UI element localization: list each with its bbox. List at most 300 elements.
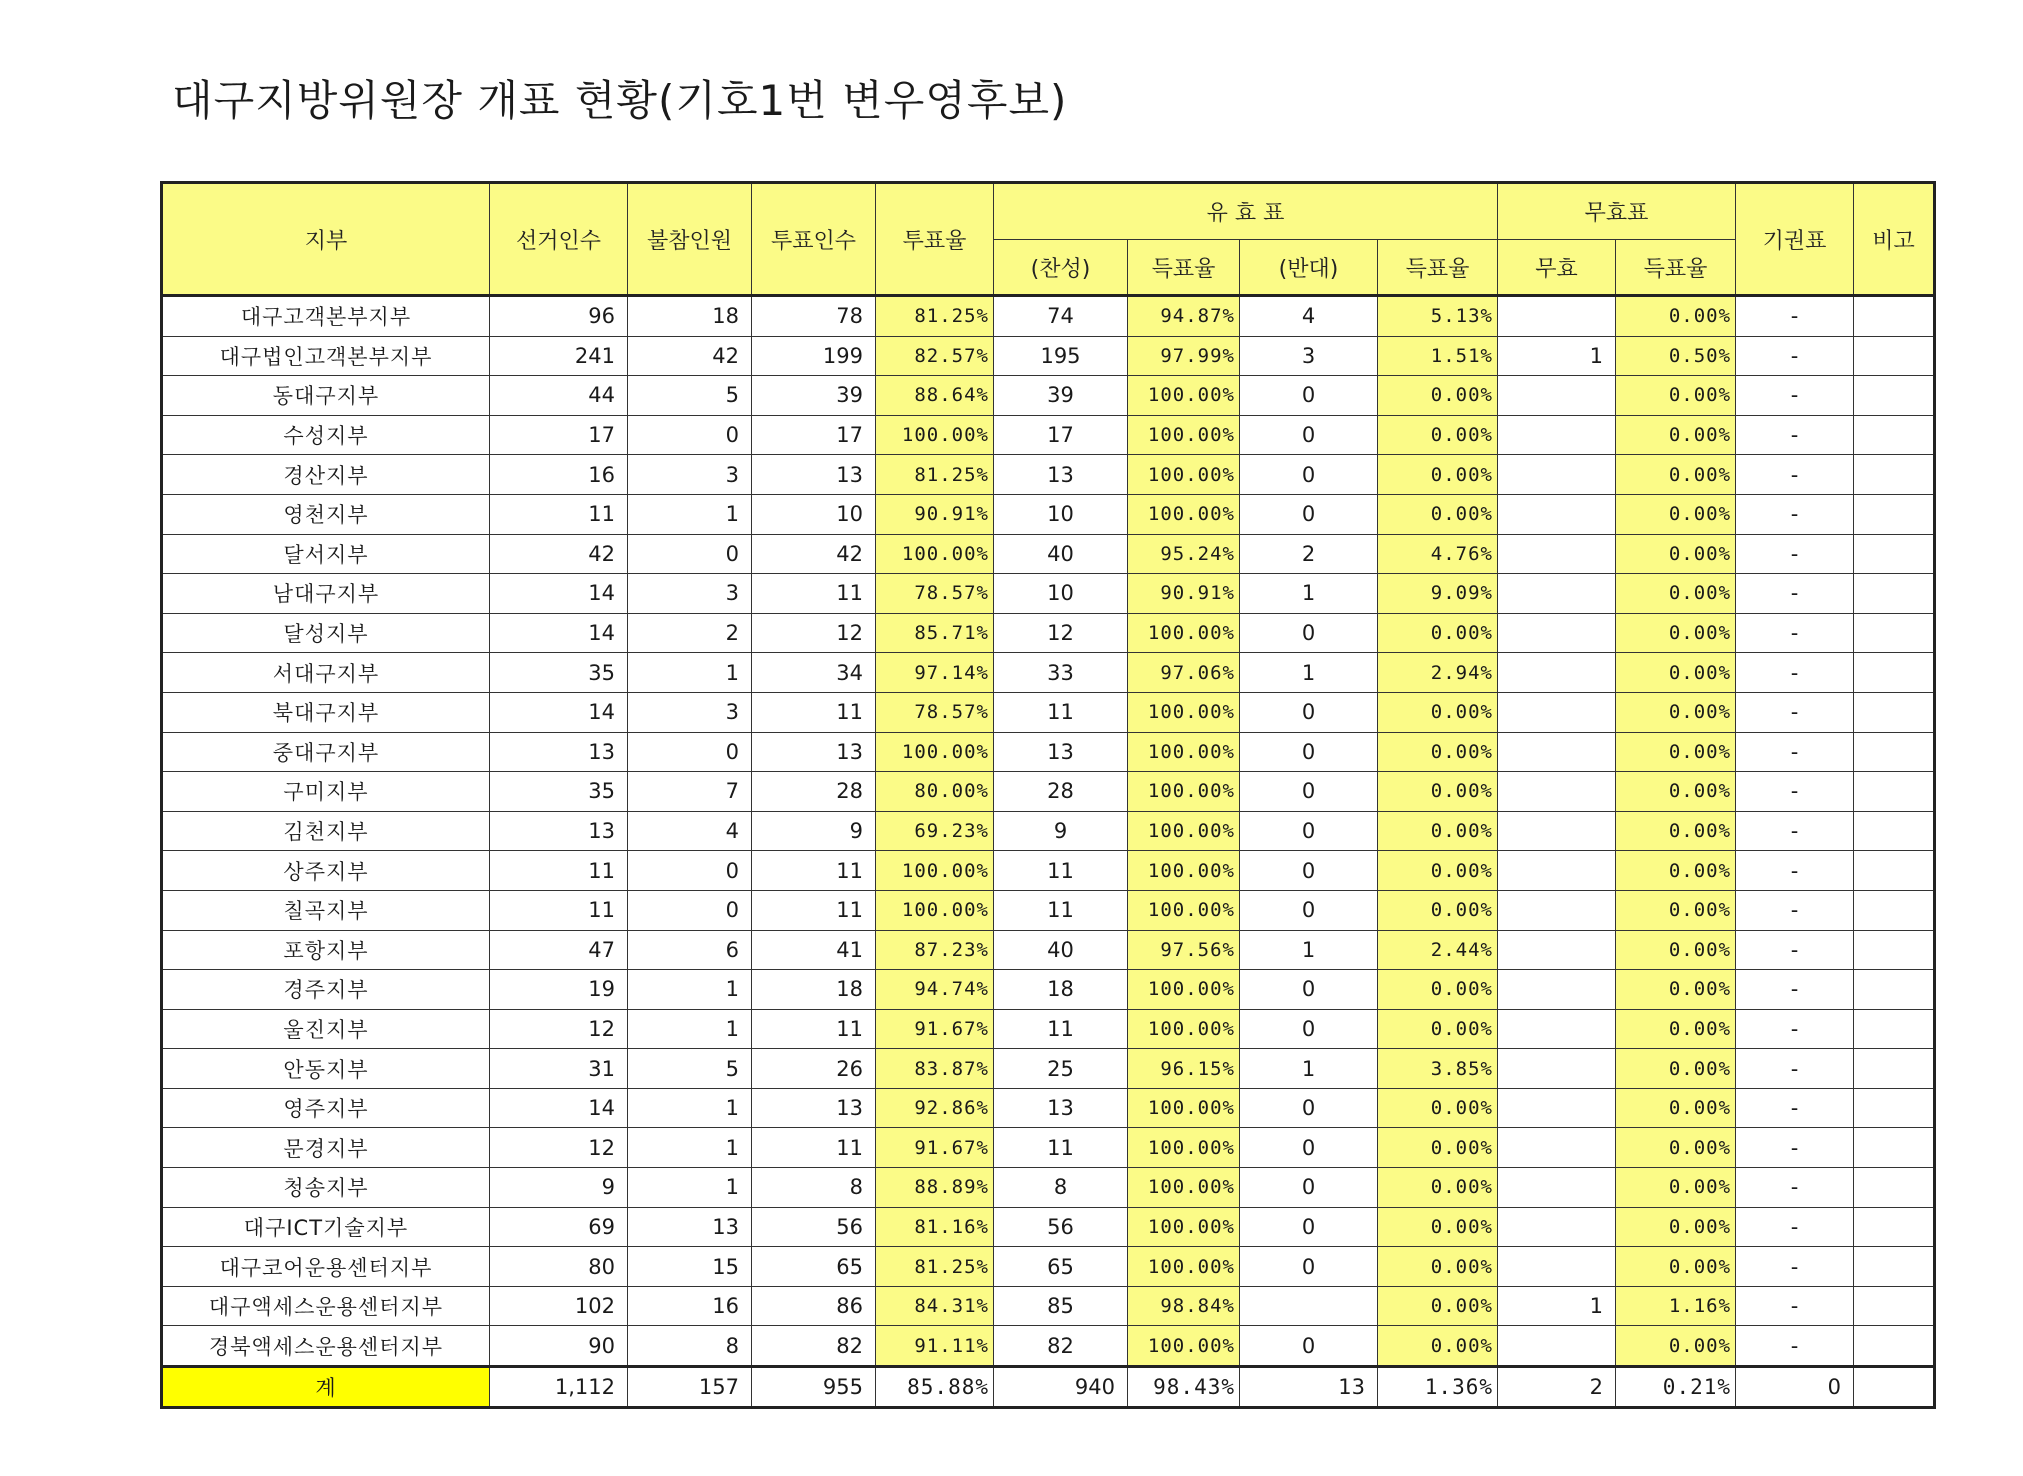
cell-absent: 3	[628, 692, 752, 732]
cell-branch: 동대구지부	[162, 376, 490, 416]
cell-electorate: 11	[490, 890, 628, 930]
cell-electorate: 35	[490, 772, 628, 812]
cell-branch: 칠곡지부	[162, 890, 490, 930]
cell-yes: 10	[994, 574, 1128, 614]
cell-yes-rate: 100.00%	[1128, 811, 1240, 851]
cell-branch: 대구고객본부지부	[162, 296, 490, 337]
cell-voters: 955	[752, 1367, 876, 1408]
cell-no-rate: 1.36%	[1378, 1367, 1498, 1408]
cell-branch: 상주지부	[162, 851, 490, 891]
cell-electorate: 12	[490, 1128, 628, 1168]
cell-absent: 1	[628, 494, 752, 534]
cell-no: 0	[1240, 811, 1378, 851]
cell-electorate: 69	[490, 1207, 628, 1247]
cell-no: 0	[1240, 1247, 1378, 1287]
cell-invalid	[1498, 1128, 1616, 1168]
cell-turnout: 90.91%	[876, 494, 994, 534]
cell-invalid-rate: 0.00%	[1616, 1168, 1736, 1208]
cell-absent: 0	[628, 732, 752, 772]
cell-abstain: -	[1736, 1049, 1854, 1089]
cell-branch: 달성지부	[162, 613, 490, 653]
cell-voters: 34	[752, 653, 876, 693]
cell-voters: 12	[752, 613, 876, 653]
table-row	[162, 772, 1935, 812]
cell-no: 0	[1240, 890, 1378, 930]
cell-invalid-rate: 0.00%	[1616, 732, 1736, 772]
header-electorate: 선거인수	[490, 183, 628, 296]
cell-electorate: 11	[490, 494, 628, 534]
cell-yes: 11	[994, 851, 1128, 891]
cell-yes-rate: 100.00%	[1128, 1088, 1240, 1128]
cell-abstain: -	[1736, 930, 1854, 970]
cell-invalid	[1498, 811, 1616, 851]
cell-voters: 78	[752, 296, 876, 337]
cell-absent: 3	[628, 455, 752, 495]
cell-branch: 영주지부	[162, 1088, 490, 1128]
cell-absent: 8	[628, 1326, 752, 1367]
cell-voters: 11	[752, 851, 876, 891]
cell-voters: 8	[752, 1168, 876, 1208]
cell-invalid-rate: 0.00%	[1616, 1009, 1736, 1049]
cell-no: 0	[1240, 1128, 1378, 1168]
cell-no: 0	[1240, 851, 1378, 891]
cell-absent: 5	[628, 1049, 752, 1089]
cell-electorate: 90	[490, 1326, 628, 1367]
cell-abstain: -	[1736, 1326, 1854, 1367]
cell-branch: 대구법인고객본부지부	[162, 336, 490, 376]
cell-absent: 1	[628, 1088, 752, 1128]
cell-yes-rate: 100.00%	[1128, 1207, 1240, 1247]
cell-turnout: 81.25%	[876, 1247, 994, 1287]
cell-yes: 28	[994, 772, 1128, 812]
cell-branch: 수성지부	[162, 415, 490, 455]
cell-turnout: 87.23%	[876, 930, 994, 970]
cell-yes: 82	[994, 1326, 1128, 1367]
cell-absent: 42	[628, 336, 752, 376]
cell-absent: 4	[628, 811, 752, 851]
cell-absent: 2	[628, 613, 752, 653]
cell-abstain: -	[1736, 1088, 1854, 1128]
cell-abstain: -	[1736, 613, 1854, 653]
cell-turnout: 88.64%	[876, 376, 994, 416]
cell-yes-rate: 100.00%	[1128, 376, 1240, 416]
cell-turnout: 100.00%	[876, 732, 994, 772]
cell-yes-rate: 97.56%	[1128, 930, 1240, 970]
cell-invalid-rate: 0.00%	[1616, 574, 1736, 614]
cell-invalid-rate: 1.16%	[1616, 1286, 1736, 1326]
cell-no-rate: 2.44%	[1378, 930, 1498, 970]
cell-no	[1240, 1286, 1378, 1326]
cell-invalid	[1498, 415, 1616, 455]
cell-note	[1854, 376, 1935, 416]
cell-no-rate: 0.00%	[1378, 1286, 1498, 1326]
cell-absent: 1	[628, 1009, 752, 1049]
cell-no-rate: 0.00%	[1378, 1326, 1498, 1367]
cell-yes-rate: 100.00%	[1128, 494, 1240, 534]
table-row	[162, 1088, 1935, 1128]
table-body	[162, 296, 1935, 1408]
cell-voters: 10	[752, 494, 876, 534]
table-row	[162, 890, 1935, 930]
cell-invalid	[1498, 1088, 1616, 1128]
cell-absent: 1	[628, 653, 752, 693]
cell-abstain: -	[1736, 1207, 1854, 1247]
cell-absent: 13	[628, 1207, 752, 1247]
cell-abstain: -	[1736, 851, 1854, 891]
cell-invalid-rate: 0.00%	[1616, 376, 1736, 416]
table-row	[162, 970, 1935, 1010]
cell-no-rate: 0.00%	[1378, 455, 1498, 495]
cell-yes-rate: 100.00%	[1128, 692, 1240, 732]
cell-no: 0	[1240, 692, 1378, 732]
cell-no: 1	[1240, 574, 1378, 614]
header-invalid-group: 무효표	[1498, 183, 1736, 240]
cell-note	[1854, 692, 1935, 732]
cell-yes-rate: 96.15%	[1128, 1049, 1240, 1089]
cell-voters: 11	[752, 1128, 876, 1168]
cell-electorate: 9	[490, 1168, 628, 1208]
cell-absent: 18	[628, 296, 752, 337]
cell-branch: 달서지부	[162, 534, 490, 574]
cell-abstain: -	[1736, 455, 1854, 495]
cell-yes: 8	[994, 1168, 1128, 1208]
cell-invalid: 1	[1498, 1286, 1616, 1326]
cell-no-rate: 0.00%	[1378, 1009, 1498, 1049]
table-row	[162, 296, 1935, 337]
cell-no: 0	[1240, 376, 1378, 416]
cell-yes-rate: 100.00%	[1128, 415, 1240, 455]
cell-yes: 11	[994, 1128, 1128, 1168]
header-yes: (찬성)	[994, 240, 1128, 296]
cell-electorate: 31	[490, 1049, 628, 1089]
cell-no: 0	[1240, 415, 1378, 455]
cell-turnout: 81.25%	[876, 455, 994, 495]
cell-note	[1854, 336, 1935, 376]
cell-yes: 65	[994, 1247, 1128, 1287]
vote-count-table-wrapper	[160, 181, 1936, 1409]
cell-branch: 영천지부	[162, 494, 490, 534]
header-absent: 불참인원	[628, 183, 752, 296]
cell-voters: 18	[752, 970, 876, 1010]
table-row	[162, 692, 1935, 732]
cell-yes: 940	[994, 1367, 1128, 1408]
vote-count-table	[160, 181, 1936, 1409]
cell-turnout: 78.57%	[876, 692, 994, 732]
cell-absent: 1	[628, 970, 752, 1010]
cell-invalid	[1498, 653, 1616, 693]
cell-voters: 199	[752, 336, 876, 376]
cell-branch: 중대구지부	[162, 732, 490, 772]
cell-branch: 김천지부	[162, 811, 490, 851]
cell-note	[1854, 415, 1935, 455]
cell-branch: 문경지부	[162, 1128, 490, 1168]
cell-voters: 56	[752, 1207, 876, 1247]
cell-branch: 구미지부	[162, 772, 490, 812]
cell-yes: 12	[994, 613, 1128, 653]
cell-yes: 11	[994, 692, 1128, 732]
cell-voters: 39	[752, 376, 876, 416]
cell-note	[1854, 455, 1935, 495]
cell-invalid	[1498, 1247, 1616, 1287]
cell-invalid-rate: 0.00%	[1616, 613, 1736, 653]
cell-yes-rate: 100.00%	[1128, 772, 1240, 812]
cell-branch: 경북액세스운용센터지부	[162, 1326, 490, 1367]
cell-no: 0	[1240, 494, 1378, 534]
cell-invalid-rate: 0.00%	[1616, 692, 1736, 732]
cell-absent: 1	[628, 1128, 752, 1168]
header-voters: 투표인수	[752, 183, 876, 296]
cell-turnout: 100.00%	[876, 415, 994, 455]
cell-invalid-rate: 0.00%	[1616, 1049, 1736, 1089]
cell-turnout: 82.57%	[876, 336, 994, 376]
cell-voters: 86	[752, 1286, 876, 1326]
cell-yes-rate: 100.00%	[1128, 1168, 1240, 1208]
cell-invalid	[1498, 1207, 1616, 1247]
cell-branch: 대구액세스운용센터지부	[162, 1286, 490, 1326]
cell-invalid-rate: 0.21%	[1616, 1367, 1736, 1408]
cell-voters: 28	[752, 772, 876, 812]
cell-yes-rate: 94.87%	[1128, 296, 1240, 337]
cell-invalid-rate: 0.00%	[1616, 930, 1736, 970]
cell-abstain: -	[1736, 772, 1854, 812]
cell-invalid-rate: 0.00%	[1616, 811, 1736, 851]
table-row	[162, 851, 1935, 891]
cell-invalid	[1498, 772, 1616, 812]
cell-yes: 56	[994, 1207, 1128, 1247]
cell-absent: 6	[628, 930, 752, 970]
cell-invalid-rate: 0.00%	[1616, 851, 1736, 891]
cell-note	[1854, 772, 1935, 812]
cell-electorate: 13	[490, 811, 628, 851]
cell-voters: 11	[752, 574, 876, 614]
cell-invalid-rate: 0.00%	[1616, 1326, 1736, 1367]
cell-yes-rate: 98.43%	[1128, 1367, 1240, 1408]
table-row	[162, 653, 1935, 693]
cell-absent: 1	[628, 1168, 752, 1208]
cell-no-rate: 2.94%	[1378, 653, 1498, 693]
cell-no-rate: 0.00%	[1378, 1247, 1498, 1287]
cell-invalid	[1498, 732, 1616, 772]
cell-note	[1854, 732, 1935, 772]
cell-invalid	[1498, 930, 1616, 970]
table-row	[162, 494, 1935, 534]
cell-voters: 11	[752, 890, 876, 930]
cell-invalid	[1498, 1168, 1616, 1208]
cell-abstain: -	[1736, 732, 1854, 772]
cell-yes: 13	[994, 732, 1128, 772]
cell-note	[1854, 1088, 1935, 1128]
cell-no: 0	[1240, 613, 1378, 653]
cell-electorate: 44	[490, 376, 628, 416]
cell-branch: 대구코어운용센터지부	[162, 1247, 490, 1287]
cell-no-rate: 0.00%	[1378, 415, 1498, 455]
cell-no: 0	[1240, 1088, 1378, 1128]
cell-turnout: 100.00%	[876, 851, 994, 891]
cell-turnout: 100.00%	[876, 534, 994, 574]
cell-invalid-rate: 0.00%	[1616, 1207, 1736, 1247]
cell-yes: 10	[994, 494, 1128, 534]
cell-invalid-rate: 0.00%	[1616, 970, 1736, 1010]
cell-invalid	[1498, 890, 1616, 930]
table-row	[162, 1009, 1935, 1049]
cell-invalid	[1498, 376, 1616, 416]
cell-no-rate: 5.13%	[1378, 296, 1498, 337]
cell-abstain: -	[1736, 1247, 1854, 1287]
cell-no-rate: 0.00%	[1378, 970, 1498, 1010]
header-invalid-rate: 득표율	[1616, 240, 1736, 296]
cell-turnout: 94.74%	[876, 970, 994, 1010]
cell-invalid-rate: 0.00%	[1616, 890, 1736, 930]
cell-no-rate: 9.09%	[1378, 574, 1498, 614]
cell-absent: 0	[628, 534, 752, 574]
cell-no: 0	[1240, 732, 1378, 772]
cell-invalid: 1	[1498, 336, 1616, 376]
cell-yes: 195	[994, 336, 1128, 376]
cell-absent: 5	[628, 376, 752, 416]
cell-voters: 42	[752, 534, 876, 574]
table-row	[162, 1326, 1935, 1367]
cell-voters: 26	[752, 1049, 876, 1089]
cell-turnout: 92.86%	[876, 1088, 994, 1128]
cell-no-rate: 0.00%	[1378, 811, 1498, 851]
cell-electorate: 35	[490, 653, 628, 693]
cell-no-rate: 0.00%	[1378, 1088, 1498, 1128]
cell-note	[1854, 653, 1935, 693]
cell-electorate: 12	[490, 1009, 628, 1049]
cell-note	[1854, 970, 1935, 1010]
cell-voters: 82	[752, 1326, 876, 1367]
cell-invalid	[1498, 455, 1616, 495]
cell-electorate: 80	[490, 1247, 628, 1287]
cell-invalid	[1498, 1009, 1616, 1049]
cell-yes-rate: 100.00%	[1128, 1247, 1240, 1287]
table-row	[162, 1247, 1935, 1287]
cell-invalid-rate: 0.00%	[1616, 772, 1736, 812]
header-note: 비고	[1854, 183, 1935, 296]
cell-yes: 18	[994, 970, 1128, 1010]
cell-note	[1854, 890, 1935, 930]
cell-branch: 대구ICT기술지부	[162, 1207, 490, 1247]
cell-no: 0	[1240, 1207, 1378, 1247]
cell-note	[1854, 1168, 1935, 1208]
cell-absent: 3	[628, 574, 752, 614]
table-row	[162, 376, 1935, 416]
cell-electorate: 14	[490, 613, 628, 653]
cell-turnout: 83.87%	[876, 1049, 994, 1089]
table-row	[162, 930, 1935, 970]
cell-electorate: 47	[490, 930, 628, 970]
cell-no-rate: 0.00%	[1378, 732, 1498, 772]
cell-no-rate: 3.85%	[1378, 1049, 1498, 1089]
cell-electorate: 241	[490, 336, 628, 376]
cell-note	[1854, 1286, 1935, 1326]
cell-voters: 9	[752, 811, 876, 851]
cell-note	[1854, 1049, 1935, 1089]
table-row	[162, 336, 1935, 376]
cell-yes: 25	[994, 1049, 1128, 1089]
cell-electorate: 14	[490, 1088, 628, 1128]
cell-no-rate: 0.00%	[1378, 851, 1498, 891]
table-row	[162, 732, 1935, 772]
cell-note	[1854, 494, 1935, 534]
cell-no: 0	[1240, 1326, 1378, 1367]
cell-abstain: -	[1736, 653, 1854, 693]
page-title: 대구지방위원장 개표 현황(기호1번 변우영후보)	[172, 76, 1068, 125]
table-header	[162, 183, 1935, 296]
cell-electorate: 16	[490, 455, 628, 495]
cell-no-rate: 1.51%	[1378, 336, 1498, 376]
cell-abstain: -	[1736, 1286, 1854, 1326]
cell-yes: 13	[994, 1088, 1128, 1128]
cell-no-rate: 0.00%	[1378, 692, 1498, 732]
cell-invalid-rate: 0.00%	[1616, 1128, 1736, 1168]
cell-turnout: 97.14%	[876, 653, 994, 693]
cell-yes: 40	[994, 534, 1128, 574]
cell-absent: 0	[628, 890, 752, 930]
cell-yes-rate: 95.24%	[1128, 534, 1240, 574]
table-row	[162, 1286, 1935, 1326]
cell-branch: 안동지부	[162, 1049, 490, 1089]
cell-electorate: 19	[490, 970, 628, 1010]
cell-note	[1854, 1009, 1935, 1049]
cell-yes: 11	[994, 1009, 1128, 1049]
cell-turnout: 85.88%	[876, 1367, 994, 1408]
cell-note	[1854, 811, 1935, 851]
cell-abstain: -	[1736, 1128, 1854, 1168]
cell-absent: 16	[628, 1286, 752, 1326]
cell-no: 0	[1240, 1168, 1378, 1208]
cell-invalid: 2	[1498, 1367, 1616, 1408]
cell-electorate: 17	[490, 415, 628, 455]
cell-turnout: 80.00%	[876, 772, 994, 812]
cell-no: 4	[1240, 296, 1378, 337]
cell-yes-rate: 100.00%	[1128, 455, 1240, 495]
cell-no: 0	[1240, 772, 1378, 812]
cell-branch: 울진지부	[162, 1009, 490, 1049]
cell-abstain: -	[1736, 376, 1854, 416]
cell-invalid-rate: 0.00%	[1616, 1088, 1736, 1128]
cell-no-rate: 0.00%	[1378, 1168, 1498, 1208]
cell-no-rate: 0.00%	[1378, 1207, 1498, 1247]
cell-turnout: 88.89%	[876, 1168, 994, 1208]
cell-note	[1854, 1247, 1935, 1287]
cell-invalid	[1498, 296, 1616, 337]
header-valid-group: 유 효 표	[994, 183, 1498, 240]
table-row	[162, 811, 1935, 851]
cell-branch: 포항지부	[162, 930, 490, 970]
cell-abstain: -	[1736, 415, 1854, 455]
cell-note	[1854, 851, 1935, 891]
cell-note	[1854, 1207, 1935, 1247]
cell-abstain: -	[1736, 1009, 1854, 1049]
cell-voters: 17	[752, 415, 876, 455]
cell-invalid-rate: 0.00%	[1616, 1247, 1736, 1287]
cell-yes-rate: 100.00%	[1128, 1009, 1240, 1049]
header-turnout: 투표율	[876, 183, 994, 296]
cell-yes-rate: 100.00%	[1128, 1326, 1240, 1367]
cell-no: 2	[1240, 534, 1378, 574]
cell-yes-rate: 97.06%	[1128, 653, 1240, 693]
cell-yes-rate: 100.00%	[1128, 970, 1240, 1010]
cell-note	[1854, 296, 1935, 337]
cell-invalid	[1498, 1049, 1616, 1089]
cell-no-rate: 0.00%	[1378, 772, 1498, 812]
cell-yes: 40	[994, 930, 1128, 970]
total-row	[162, 1367, 1935, 1408]
cell-branch: 계	[162, 1367, 490, 1408]
cell-branch: 서대구지부	[162, 653, 490, 693]
cell-absent: 7	[628, 772, 752, 812]
